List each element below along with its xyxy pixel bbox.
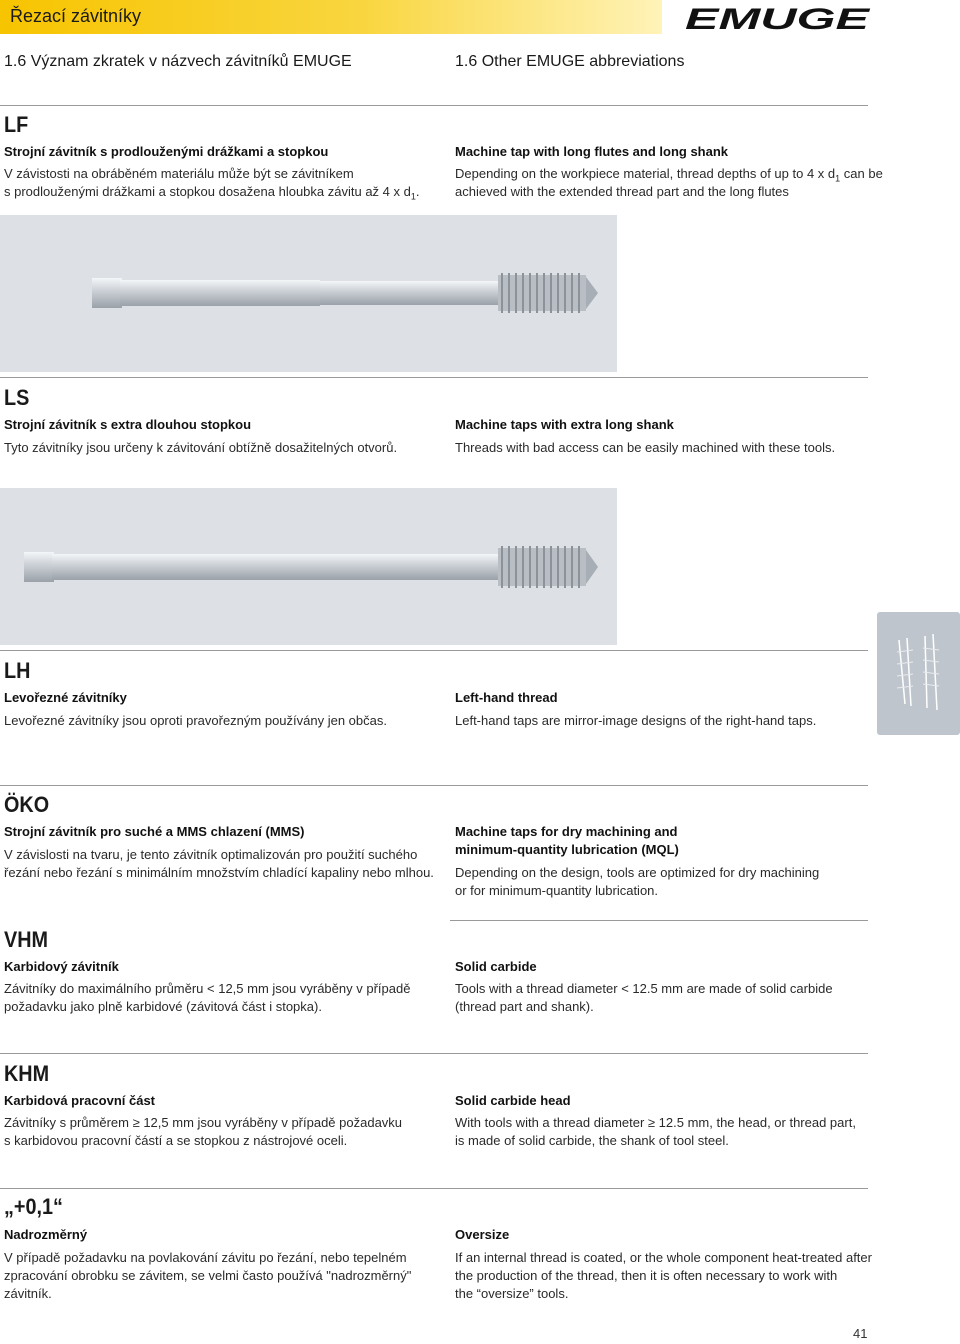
code-lh: LH (4, 658, 31, 683)
oversize-en-line2: the production of the thread, then it is often necessary to work with (455, 1268, 838, 1283)
code-khm: KHM (4, 1061, 50, 1086)
oversize-en-line1: If an internal thread is coated, or the whole component heat-treated after (455, 1250, 872, 1265)
heading-cz: 1.6 Význam zkratek v názvech závitníků EMUGE (4, 53, 352, 70)
tap-extra-long-shank-icon (0, 488, 617, 645)
khm-cz-line2: s karbidovou pracovní částí a se stopkou z nástrojové oceli. (4, 1133, 348, 1148)
khm-en-line1: With tools with a thread diameter ≥ 12.5 mm, the head, or thread part, (455, 1115, 856, 1130)
vhm-en-line1: Tools with a thread diameter < 12.5 mm are made of solid carbide (455, 981, 833, 996)
page-number: 41 (853, 1326, 868, 1341)
divider (450, 920, 868, 921)
oko-en-title2: minimum-quantity lubrication (MQL) (455, 842, 679, 857)
vhm-cz-line2: požadavku jako plně karbidové (závitová část i stopka). (4, 999, 322, 1014)
ls-cz-line1: Tyto závitníky jsou určeny k závitování obtížně dosažitelných otvorů. (4, 440, 398, 455)
section-title-bar (0, 0, 662, 34)
lf-en-title: Machine tap with long flutes and long shank (455, 144, 729, 159)
oversize-cz-title: Nadrozměrný (4, 1227, 88, 1242)
lf-en-line1: Depending on the workpiece material, thread depths of up to 4 x $d_1$ can be (455, 166, 883, 184)
lf-cz-title: Strojní závitník s prodlouženými drážkami a stopkou (4, 144, 329, 159)
oko-en-line1: Depending on the design, tools are optimized for dry machining (455, 865, 820, 880)
khm-cz-title: Karbidová pracovní část (4, 1093, 155, 1108)
divider (0, 785, 868, 786)
ls-tap-image (0, 488, 617, 645)
oversize-cz-line2: zpracování obrobku se závitem, se velmi často používá "nadrozměrný" (4, 1268, 412, 1283)
taps-side-tab[interactable] (877, 612, 960, 735)
lf-cz-line1: V závistosti na obráběném materiálu může být se závitníkem (4, 166, 354, 181)
section-title: Řezací závitníky (10, 6, 142, 26)
oko-cz-line2: řezání nebo řezání s minimálním množstvím chladící kapaliny nebo mlhou. (4, 865, 434, 880)
divider (0, 650, 868, 651)
khm-en-line2: is made of solid carbide, the shank of tool steel. (455, 1133, 729, 1148)
code-oko: ÖKO (4, 792, 50, 817)
divider (0, 105, 868, 106)
divider (0, 1188, 868, 1189)
code-ls: LS (4, 385, 30, 410)
oversize-en-title: Oversize (455, 1227, 510, 1242)
code-vhm: VHM (4, 927, 49, 952)
oko-cz-line1: V závislosti na tvaru, je tento závitník optimalizován pro použití suchého (4, 847, 418, 862)
khm-en-title: Solid carbide head (455, 1093, 571, 1108)
ls-cz-title: Strojní závitník s extra dlouhou stopkou (4, 417, 252, 432)
lh-en-title: Left-hand thread (455, 690, 558, 705)
heading-en: 1.6 Other EMUGE abbreviations (455, 53, 685, 70)
vhm-en-line2: (thread part and shank). (455, 999, 594, 1014)
oversize-cz-line3: závitník. (4, 1286, 52, 1301)
oversize-cz-line1: V případě požadavku na povlakování závitu po řezání, nebo tepelném (4, 1250, 407, 1265)
oko-en-line2: or for minimum-quantity lubrication. (455, 883, 659, 898)
vhm-cz-title: Karbidový závitník (4, 959, 119, 974)
oko-en-title1: Machine taps for dry machining and (455, 824, 678, 839)
oversize-en-line3: the “oversize” tools. (455, 1286, 569, 1301)
divider (0, 1053, 868, 1054)
taps-side-tab-icon (877, 612, 960, 735)
lh-cz-line1: Levořezné závitníky jsou oproti pravořezným používány jen občas. (4, 713, 387, 728)
ls-en-title: Machine taps with extra long shank (455, 417, 674, 432)
lf-tap-image (0, 215, 617, 372)
tap-long-flutes-icon (0, 215, 617, 372)
ls-en-line1: Threads with bad access can be easily machined with these tools. (455, 440, 836, 455)
lf-cz-line2: s prodlouženými drážkami a stopkou dosažena hloubka závitu až 4 x $d_1$. (4, 184, 420, 202)
oko-cz-title: Strojní závitník pro suché a MMS chlazení (MMS) (4, 824, 305, 839)
lh-en-line1: Left-hand taps are mirror-image designs of the right-hand taps. (455, 713, 817, 728)
brand-text: EMUGE (685, 4, 871, 32)
code-oversize: „+0,1“ (4, 1194, 63, 1219)
vhm-en-title: Solid carbide (455, 959, 537, 974)
emuge-logo (683, 4, 873, 37)
lh-cz-title: Levořezné závitníky (4, 690, 127, 705)
lf-en-line2: achieved with the extended thread part and the long flutes (455, 184, 789, 199)
vhm-cz-line1: Závitníky do maximálního průměru < 12,5 mm jsou vyráběny v případě (4, 981, 411, 996)
divider (0, 377, 868, 378)
code-lf: LF (4, 112, 29, 137)
khm-cz-line1: Závitníky s průměrem ≥ 12,5 mm jsou vyráběny v případě požadavku (4, 1115, 403, 1130)
